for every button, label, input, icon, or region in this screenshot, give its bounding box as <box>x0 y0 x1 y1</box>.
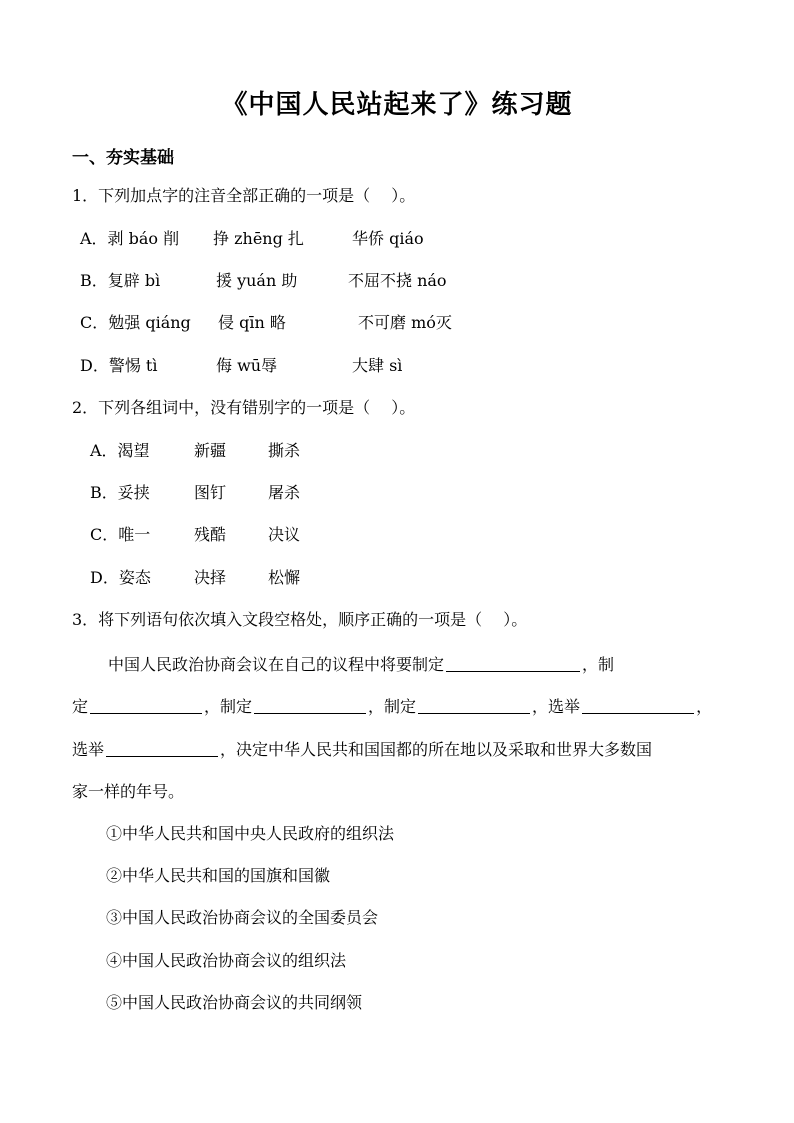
page-title: 《中国人民站起来了》练习题 <box>221 90 573 120</box>
fill-blank[interactable] <box>90 697 202 714</box>
option-text: 屠杀 <box>268 483 301 502</box>
question-3-stem: 3．将下列语句依次填入文段空格处，顺序正确的一项是（ ）。 <box>72 610 528 629</box>
option-text: 华侨 qiáo <box>352 229 424 248</box>
option-text: 挣 zhēng 扎 <box>213 229 304 248</box>
statement-2: ②中华人民共和国的国旗和国徽 <box>106 866 331 885</box>
option-text: C．勉强 qiáng <box>80 313 191 332</box>
statement-1: ①中华人民共和国中央人民政府的组织法 <box>106 824 395 843</box>
option-text: D．姿态 <box>90 568 151 587</box>
option-text: A．剥 báo 削 <box>80 229 180 248</box>
option-text: 新疆 <box>194 441 227 460</box>
option-text: 大肆 sì <box>352 356 403 375</box>
option-text: 侵 qīn 略 <box>218 313 286 332</box>
passage-line-3: 选举 ，决定中华人民共和国国都的所在地以及采取和世界大多数国 <box>72 740 653 759</box>
option-text: 图钉 <box>194 483 227 502</box>
option-text: 撕杀 <box>268 441 301 460</box>
question-1-stem: 1．下列加点字的注音全部正确的一项是（ ）。 <box>72 186 416 205</box>
option-text: D．警惕 tì <box>80 356 158 375</box>
statement-3: ③中国人民政治协商会议的全国委员会 <box>106 908 379 927</box>
statement-5: ⑤中国人民政治协商会议的共同纲领 <box>106 993 363 1012</box>
question-2-stem: 2．下列各组词中，没有错别字的一项是（ ）。 <box>72 398 416 417</box>
passage-line-1: 中国人民政治协商会议在自己的议程中将要制定 ，制 <box>108 655 615 674</box>
passage-line-4: 家一样的年号。 <box>72 782 185 801</box>
option-text: 援 yuán 助 <box>216 271 298 290</box>
option-text: 不屈不挠 náo <box>348 271 447 290</box>
option-text: 侮 wū辱 <box>216 356 278 375</box>
passage-line-2: 定 ，制定 ，制定 ，选举 ， <box>72 697 713 716</box>
option-text: 残酷 <box>194 525 227 544</box>
option-text: 决择 <box>194 568 227 587</box>
fill-blank[interactable] <box>446 655 580 672</box>
section-heading: 一、夯实基础 <box>72 148 174 168</box>
option-text: 决议 <box>268 525 301 544</box>
fill-blank[interactable] <box>418 697 530 714</box>
fill-blank[interactable] <box>106 740 218 757</box>
option-text: A．渴望 <box>90 441 150 460</box>
option-text: B．复辟 bì <box>80 271 161 290</box>
option-text: C．唯一 <box>90 525 151 544</box>
question-3-passage <box>72 652 724 802</box>
statement-4: ④中国人民政治协商会议的组织法 <box>106 951 347 970</box>
option-text: 松懈 <box>268 568 301 587</box>
fill-blank[interactable] <box>254 697 366 714</box>
option-text: 不可磨 mó灭 <box>358 313 452 332</box>
option-text: B．妥挟 <box>90 483 150 502</box>
fill-blank[interactable] <box>582 697 694 714</box>
